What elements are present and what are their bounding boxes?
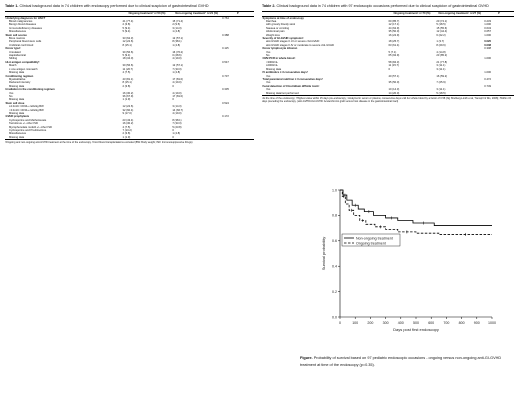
- table-1-non-ongoing-value: 1 (4.8): [172, 71, 181, 75]
- table-1-ongoing-value: 16 (30.2): [122, 91, 134, 95]
- table-1-row-label: Umbilical cord blood: [9, 43, 34, 47]
- table-1-row-label: Benign blood diseases: [9, 23, 37, 27]
- table-2-non-ongoing-value: 4 (14.8): [436, 50, 446, 54]
- table-2-header-cell: Non-ongoing treatmentᵃ n=27 (%): [436, 11, 484, 16]
- table-1-caption: [5, 4, 254, 9]
- table-1-row-label: Bone marrow: [9, 37, 25, 41]
- table-1-row-label: Miscellaneous: [9, 132, 27, 136]
- table-1-non-ongoing-value: 0: [172, 136, 222, 140]
- table-2-p-value: 0.749: [484, 84, 491, 88]
- table-2-p-value: 0.657: [484, 30, 491, 34]
- table-2-non-ongoing-value: 8 (29.6): [436, 43, 446, 47]
- table-2-row-label: Weight loss: [266, 33, 280, 37]
- table-1-p-value: 0.388: [222, 33, 229, 37]
- table-1-non-ongoing-value: 0: [172, 129, 174, 132]
- table-1-non-ongoing-value: 1 (4.8): [172, 132, 181, 136]
- table-1-row-label: Cyclosporine and Prednisolone: [9, 129, 47, 132]
- x-axis-label: Days post first endoscopy: [393, 327, 439, 332]
- table-1-ongoing-value: 8 (15.1): [122, 43, 132, 47]
- table-1-row-label: Peripheral blood stem cells: [9, 40, 42, 44]
- table-2-row-label: ≥2000/mL: [266, 64, 278, 68]
- table-2-row-label: Diarrhea: [266, 20, 277, 23]
- table-1-row-label: Sibling: [9, 57, 18, 61]
- table-2-ongoing-value: 12 (17.1): [388, 23, 400, 27]
- table-1-non-ongoing-value: 1 (4.8): [172, 30, 181, 34]
- table-1-non-ongoing-value: 2 (9.5): [172, 23, 181, 27]
- x-tick-label: 600: [428, 321, 435, 325]
- table-1: [5, 11, 254, 141]
- table-2-row-label: aGI-GVHD stages 0 -III or severe cGI-GVHD: [266, 40, 320, 44]
- table-1-row-label: Cyclosporine and Methotrexate: [9, 118, 47, 122]
- table-1-non-ongoing-value: 7 (33.3): [172, 122, 182, 126]
- table-1-ongoing-value: 30 (56.6): [122, 50, 134, 54]
- table-1-non-ongoing-value: 4 (19.0): [172, 81, 182, 85]
- table-1-row-label: Irradiation in the conditioning regimen: [5, 88, 55, 92]
- table-2-p-value: 0.308: [484, 47, 491, 51]
- x-tick-label: 700: [443, 321, 450, 325]
- figure-caption: [300, 355, 510, 369]
- table-1-row-label: Match: [9, 64, 17, 68]
- x-tick-label: 500: [413, 321, 419, 325]
- table-1-non-ongoing-value: 12 (57.1): [172, 64, 184, 68]
- table-2-p-value: [484, 92, 514, 96]
- table-1-ongoing-value: 2 (3.8): [122, 84, 131, 88]
- table-2-row-label: No: [266, 54, 270, 58]
- table-1-non-ongoing-value: 0: [172, 98, 174, 102]
- x-tick-label: 900: [473, 321, 480, 325]
- table-2-ongoing-value: 16 (22.9): [388, 33, 400, 37]
- table-2-non-ongoing-value: 20 (74.1): [436, 20, 448, 23]
- x-tick-label: 1000: [488, 321, 496, 325]
- y-tick-label: 0.6: [332, 239, 337, 244]
- y-tick-label: 0.2: [332, 289, 337, 294]
- table-1-non-ongoing-value: 15 (71.4): [172, 20, 184, 23]
- figure-caption-text: Probability of survival based on 97 pediatric endoscopic occasions - ongoing versus non-ongoing anti-GI-GVHD treatment at time of the endoscopy (p=0.35).: [300, 356, 502, 368]
- table-1-header-cell: Ongoing treatmentª n=53 (%): [122, 11, 172, 16]
- table-1-ongoing-value: 5 (9.4): [122, 54, 131, 58]
- table-2-row-label: CMV-PCR in whole bloodᶜ: [262, 57, 296, 61]
- table-2-caption-text: Clinical background data in 74 children with 97 endoscopic occasions performed due to clinical suspicion of gastrointestinal GVHD: [275, 4, 489, 8]
- table-1-row-label: ≥ one antigen mismatch: [9, 67, 38, 71]
- table-1-non-ongoing-value: 8 (38.1): [172, 40, 182, 44]
- table-1-ongoing-value: 16 (30.2): [122, 122, 134, 126]
- table-2-row-label: Yes: [266, 50, 271, 54]
- table-1-ongoing-value: 1 (1.9): [122, 136, 172, 140]
- table-2-row-label: Yes: [266, 88, 271, 92]
- y-axis-label: Survival probability: [321, 236, 326, 271]
- table-1-p-value: 0.335: [222, 88, 229, 92]
- table-1-row-label: Missing data: [9, 84, 25, 88]
- table-2-caption-label: Table 2.: [262, 4, 276, 8]
- table-2-p-value: 0.008: [484, 43, 491, 47]
- table-1-row-label: Tacrolimus +/- other ISD: [9, 122, 38, 126]
- table-2-ongoing-value: 10 (14.3): [388, 88, 400, 92]
- table-2-ongoing-value: 60 (85.7): [388, 20, 400, 23]
- table-2-ongoing-value: 65 (92.9): [388, 54, 400, 58]
- table-1-ongoing-value: 41 (77.4): [122, 20, 134, 23]
- table-2-non-ongoing-value: 6 (22.2): [436, 33, 446, 37]
- table-1-row-label: Underlying diagnosis for HSCT: [5, 16, 46, 20]
- table-1-non-ongoing-value: 17 (81.0): [172, 77, 184, 81]
- survival-chart: [300, 165, 500, 345]
- table-2-caption: [262, 4, 514, 9]
- table-1-row-label: ≥4.0x10⁶ CD34+ cells/kg BW: [9, 105, 44, 109]
- table-1-p-value: 0.172: [222, 115, 229, 119]
- table-1-p-value: 0.524: [222, 101, 229, 105]
- table-1-ongoing-value: 23 (43.4): [122, 118, 134, 122]
- table-1-row-label: Missing data: [9, 111, 25, 115]
- table-2-ongoing-value: 40 (57.1): [388, 74, 400, 78]
- table-2-non-ongoing-value: 16 (59.2): [436, 74, 448, 78]
- table-1-ongoing-value: 5 (9.4): [122, 30, 131, 34]
- table-2-p-value: 1.000: [484, 71, 491, 75]
- y-tick-label: 0.8: [332, 213, 337, 218]
- table-2-non-ongoing-value: 3 (11.1): [436, 88, 446, 92]
- table-1-row-label: Yes: [9, 91, 14, 95]
- table-2-row-label: IV antibiotics ≥ 3 consecutive daysᵈ: [262, 71, 308, 75]
- table-1-p-value: 0.737: [222, 74, 229, 78]
- table-2-p-value: 0.643: [484, 26, 491, 30]
- table-2-non-ongoing-value: 7 (25.9): [436, 81, 446, 85]
- table-2-header-cell: Ongoing treatmentᵃ n=70 (%): [388, 11, 436, 16]
- table-1-panel: [5, 4, 254, 144]
- table-1-row-label: <4.0x10⁶ CD34+ cells/kg BW: [9, 108, 44, 112]
- table-1-row-label: Unrelated: [9, 50, 21, 54]
- table-1-footnote: ªOngoing and non-ongoing anti-GVHD treatment at the time of the endoscopy. ᵇCord blood transplantations excluded (BW: Body weight; ISD: Immunosuppressive Drugs): [5, 141, 193, 145]
- table-2-panel: [262, 4, 514, 103]
- table-1-row-label: Missing data: [9, 98, 25, 102]
- table-1-non-ongoing-value: 12 (57.1): [172, 37, 184, 41]
- table-1-non-ongoing-value: 17 (81.0): [172, 94, 184, 98]
- x-tick-label: 100: [352, 321, 359, 325]
- legend-label: Non-ongoing treatment: [356, 236, 393, 241]
- table-1-non-ongoing-value: 4 (19.0): [172, 111, 182, 115]
- table-1-ongoing-value: 12 (22.6): [122, 105, 134, 109]
- table-1-non-ongoing-value: 3 (14.3): [172, 26, 182, 30]
- table-2-row-label: Nausea or vomiting: [266, 26, 290, 30]
- table-2: [262, 11, 514, 96]
- table-2-non-ongoing-value: 12 (44.4): [436, 30, 448, 34]
- table-2-ongoing-value: 0: [388, 67, 390, 71]
- table-2-row-label: Yes: [266, 74, 271, 78]
- survival-curve-ongoing: [340, 190, 492, 234]
- table-1-non-ongoing-value: 5 (23.8): [172, 125, 182, 129]
- table-1-ongoing-value: 30 (56.6): [122, 64, 134, 68]
- table-1-ongoing-value: 2 (3.8): [122, 23, 131, 27]
- table-2-non-ongoing-value: 3 (11.1): [436, 67, 446, 71]
- table-1-non-ongoing-value: 3 (14.3): [172, 105, 182, 109]
- table-1-non-ongoing-value: 8 (38.1): [172, 118, 182, 122]
- figure-caption-label: Figure.: [300, 356, 313, 360]
- table-1-ongoing-value: 33 (62.3): [122, 37, 134, 41]
- x-tick-label: 0: [339, 321, 341, 325]
- table-1-row-label: Conditioning regimen: [5, 74, 34, 78]
- table-1-p-value: 0.764: [222, 16, 229, 20]
- table-1-row: [5, 136, 254, 140]
- table-1-ongoing-value: 7 (13.2): [122, 129, 132, 132]
- table-2-row-label: Fecal detection of Clostridium difficile toxinᵉ: [262, 84, 320, 88]
- table-2-row-label: Severity of GI-GVHD symptomsᵇ: [262, 37, 304, 41]
- table-1-p-value: 0.547: [222, 60, 229, 64]
- table-1-non-ongoing-value: 1 (4.8): [172, 43, 181, 47]
- table-1-row-label: Myeloablative: [9, 77, 26, 81]
- table-2-ongoing-value: 35 (50.0): [388, 81, 400, 85]
- table-2-ongoing-value: 63 (61.4): [388, 43, 400, 47]
- table-2-header-cell: P: [484, 11, 514, 16]
- x-tick-label: 200: [367, 321, 374, 325]
- table-1-non-ongoing-value: 4 (19.0): [172, 91, 182, 95]
- table-2-row-label: Missing data/not performed: [262, 92, 388, 96]
- table-1-ongoing-value: 36 (67.9): [122, 94, 134, 98]
- table-1-row-label: Haploidentical: [9, 54, 26, 58]
- table-1-row-label: Missing data: [9, 71, 25, 75]
- table-2-row-label: Total parenteral nutrition ≥ 3 consecutive daysᵈ: [262, 77, 323, 81]
- table-1-caption-label: Table 1.: [5, 4, 19, 8]
- table-1-ongoing-value: 4 (7.5): [122, 71, 131, 75]
- table-1-row-label: Miscellaneous: [9, 30, 27, 34]
- y-tick-label: 0.4: [332, 264, 337, 269]
- table-1-non-ongoing-value: 16 (76.2): [172, 50, 184, 54]
- table-1-row-label: Mycophenolate mofetil +/- other ISD: [9, 125, 52, 129]
- table-1-header-cell: P: [222, 11, 254, 16]
- table-1-row-label: Stem cell source: [5, 33, 27, 37]
- table-2-ongoing-value: 35 (50.0): [388, 30, 400, 34]
- table-2-body: [262, 16, 514, 95]
- table-2-row-label: with grossly bloody stool: [266, 23, 296, 27]
- table-2-ongoing-value: 5 (7.1): [388, 50, 397, 54]
- survival-figure: [300, 165, 500, 345]
- table-2-p-value: 1.000: [484, 23, 491, 27]
- table-1-row-label: No: [9, 94, 13, 98]
- table-1-ongoing-value: 9 (17.0): [122, 111, 132, 115]
- table-2-ongoing-value: 14 (20.0): [388, 92, 436, 96]
- table-2-non-ongoing-value: 21 (77.8): [436, 60, 448, 64]
- table-1-row-label: Reduced intensity: [9, 81, 31, 85]
- table-2-row-label: aGI-GVHD stages II-IV or moderate to severe cGI-GVHD: [266, 43, 334, 47]
- table-2-non-ongoing-value: 5 (18.5): [436, 23, 446, 27]
- table-1-ongoing-value: 18 (34.0): [122, 57, 134, 61]
- table-1-non-ongoing-value: 0 (28.6): [172, 54, 182, 58]
- table-2-non-ongoing-value: 23 (85.2): [436, 54, 448, 58]
- table-1-row-label: HLA antigen compatibilityᵇ: [5, 60, 40, 64]
- table-1-ongoing-value: 5 (9.4): [122, 26, 131, 30]
- table-2-row-label: Donor lymphocyte infusion: [262, 47, 298, 51]
- table-2-row-label: <2000/mL: [266, 60, 279, 64]
- table-1-p-value: 0.115: [222, 47, 229, 51]
- table-2-footnote: ᵃAt the time of the endoscopy; ᵇHighest value within 15 days pre-endoscopy; ᶜAnalyzed in serum or plasma; consecutive days until 4or whole blood by a factor of 0.58 (Ng Shulberg-Lindh et al, Transpl Inf Dis, 2008); ᵈWithin 15 days preceding the endoscopy. (aGI-GVHD/cGI-GVHD: Acute/chronic graft versus host disease in the gastrointestinal tract): [262, 96, 511, 104]
- table-1-row-label: Blood malignancies: [9, 20, 33, 23]
- table-2-p-value: 0.020: [484, 40, 491, 44]
- table-2-ongoing-value: 18 (25.7): [388, 40, 400, 44]
- table-2-non-ongoing-value: 5 (18.5): [436, 92, 484, 96]
- y-tick-label: 0.0: [332, 315, 337, 320]
- table-1-non-ongoing-value: 4 (19.0): [172, 57, 182, 61]
- table-1-non-ongoing-value: 7 (33.3): [172, 67, 182, 71]
- table-1-non-ongoing-value: 0: [172, 84, 174, 88]
- table-1-ongoing-value: 8 (15.1): [122, 81, 132, 85]
- table-2-ongoing-value: 44 (62.9): [388, 26, 400, 30]
- table-2-row: [262, 92, 514, 96]
- x-tick-label: 800: [458, 321, 465, 325]
- table-1-ongoing-value: 4 (7.5): [122, 125, 131, 129]
- table-1-row-label: Missing data: [5, 136, 122, 140]
- table-2-p-value: 1.000: [484, 33, 491, 37]
- table-2-non-ongoing-value: 15 (55.6): [436, 26, 448, 30]
- table-1-ongoing-value: 1 (1.9): [122, 98, 131, 102]
- legend-label: Ongoing treatment: [356, 241, 386, 246]
- table-1-ongoing-value: 2 (3.8): [122, 132, 131, 136]
- y-tick-label: 1.0: [332, 188, 337, 193]
- x-tick-label: 300: [382, 321, 389, 325]
- table-2-non-ongoing-value: 3 (11.1): [436, 64, 446, 68]
- table-1-body: [5, 16, 254, 140]
- table-2-non-ongoing-value: 1 (3.7): [436, 40, 445, 44]
- table-2-row-label: Abdominal pain: [266, 30, 285, 34]
- table-1-row-label: Stem cell dose: [5, 101, 25, 105]
- table-2-p-value: 0.233: [484, 20, 491, 23]
- table-1-row-label: Immunodeficiency diseases: [9, 26, 43, 30]
- table-1-ongoing-value: 12 (22.6): [122, 40, 134, 44]
- table-1-caption-text: Clinical background data in 74 children with endoscopy performed due to clinical suspicion of gastrointestinal GVHD: [18, 4, 209, 8]
- table-1-p-value: [222, 136, 254, 140]
- table-1-ongoing-value: 43 (81.1): [122, 77, 134, 81]
- table-1-ongoing-value: 32 (60.4): [122, 108, 134, 112]
- table-1-row-label: GVHD prophylaxis: [5, 115, 30, 119]
- table-2-p-value: 0.472: [484, 77, 491, 81]
- table-2-ongoing-value: 58 (84.3): [388, 60, 400, 64]
- table-2-row-label: Missing data: [266, 67, 282, 71]
- table-1-header-cell: Non-ongoing treatmentª n=21 (%): [172, 11, 222, 16]
- table-2-ongoing-value: 11 (15.7): [388, 64, 400, 68]
- x-tick-label: 400: [397, 321, 404, 325]
- table-2-p-value: 1.000: [484, 57, 491, 61]
- table-1-ongoing-value: 11 (20.7): [122, 67, 134, 71]
- table-1-row-label: Donor typeᵇ: [5, 47, 21, 51]
- table-1-non-ongoing-value: 14 (66.7): [172, 108, 184, 112]
- table-2-row-label: Yes: [266, 81, 271, 85]
- table-2-row-label: Symptoms at time of endoscopy: [262, 16, 304, 20]
